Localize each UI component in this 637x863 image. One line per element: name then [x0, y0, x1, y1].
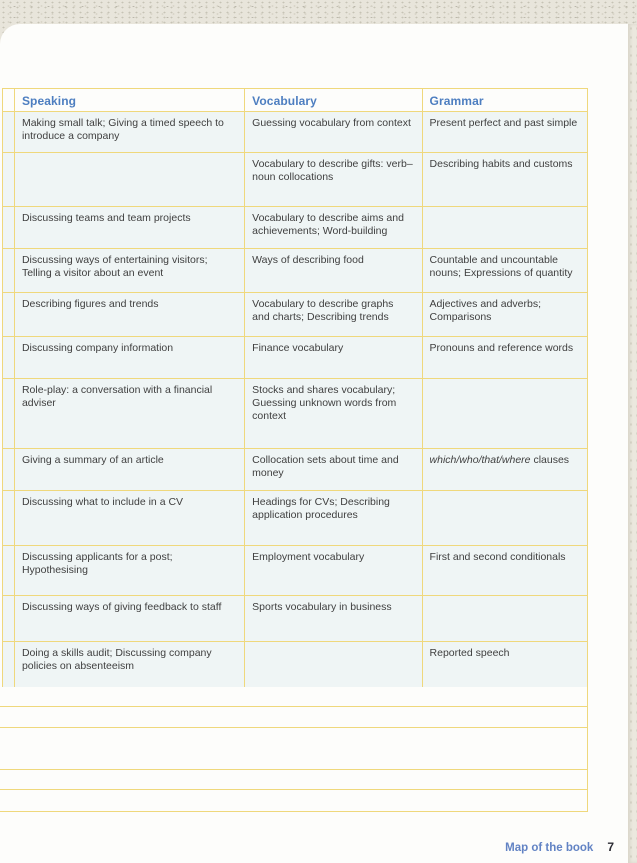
- vocabulary-cell: Employment vocabulary: [244, 546, 421, 595]
- empty-row: [0, 728, 587, 770]
- vocabulary-cell: Vocabulary to describe gifts: verb–noun collocations: [244, 153, 421, 206]
- grammar-cell: Present perfect and past simple: [422, 112, 587, 152]
- vocabulary-cell: Collocation sets about time and money: [244, 449, 421, 490]
- grammar-cell: Reported speech: [422, 642, 587, 687]
- vocabulary-cell: Headings for CVs; Describing application procedures: [244, 491, 421, 545]
- cutoff-column-stub: [3, 337, 14, 378]
- table-row: [3, 337, 587, 379]
- speaking-cell: Giving a summary of an article: [14, 449, 244, 490]
- page-edge-texture: [628, 24, 637, 863]
- speaking-cell: Discussing ways of entertaining visitors; Telling a visitor about an event: [14, 249, 244, 292]
- table-row: [3, 207, 587, 249]
- table-row: [3, 642, 587, 688]
- grammar-cell: First and second conditionals: [422, 546, 587, 595]
- table-row: [3, 249, 587, 293]
- empty-ruled-rows: [0, 687, 588, 812]
- empty-row: [0, 687, 587, 707]
- speaking-cell: [14, 153, 244, 206]
- vocabulary-cell: Ways of describing food: [244, 249, 421, 292]
- vocabulary-cell: Vocabulary to describe graphs and charts; Describing trends: [244, 293, 421, 336]
- grammar-clause-italic: which/who/that/where: [429, 454, 531, 466]
- table-row: [3, 596, 587, 642]
- map-of-the-book-table: [2, 88, 588, 688]
- grammar-cell: Adjectives and adverbs; Comparisons: [422, 293, 587, 336]
- grammar-cell: [422, 596, 587, 641]
- grammar-cell: Pronouns and reference words: [422, 337, 587, 378]
- table-header-row: [3, 89, 587, 112]
- page-footer: [0, 840, 614, 854]
- cutoff-column-stub: [3, 89, 14, 111]
- vocabulary-cell: [244, 642, 421, 687]
- vocabulary-cell: Finance vocabulary: [244, 337, 421, 378]
- column-header-speaking: Speaking: [14, 89, 244, 111]
- cutoff-column-stub: [3, 379, 14, 448]
- speaking-cell: Describing figures and trends: [14, 293, 244, 336]
- table-row: [3, 449, 587, 491]
- vocabulary-cell: Sports vocabulary in business: [244, 596, 421, 641]
- grammar-cell: Countable and uncountable nouns; Expressions of quantity: [422, 249, 587, 292]
- speaking-cell: Discussing teams and team projects: [14, 207, 244, 248]
- table-row: [3, 491, 587, 546]
- grammar-cell: [422, 379, 587, 448]
- vocabulary-cell: Guessing vocabulary from context: [244, 112, 421, 152]
- cutoff-column-stub: [3, 153, 14, 206]
- cutoff-column-stub: [3, 207, 14, 248]
- cutoff-column-stub: [3, 596, 14, 641]
- table-row: [3, 546, 587, 596]
- cutoff-column-stub: [3, 249, 14, 292]
- speaking-cell: Discussing applicants for a post; Hypothesising: [14, 546, 244, 595]
- empty-row: [0, 707, 587, 728]
- table-row: [3, 293, 587, 337]
- grammar-cell: [422, 207, 587, 248]
- vocabulary-cell: Vocabulary to describe aims and achievements; Word-building: [244, 207, 421, 248]
- speaking-cell: Making small talk; Giving a timed speech to introduce a company: [14, 112, 244, 152]
- table-row: [3, 112, 587, 153]
- column-header-vocabulary: Vocabulary: [244, 89, 421, 111]
- empty-row: [0, 770, 587, 790]
- cutoff-column-stub: [3, 449, 14, 490]
- table-row: [3, 379, 587, 449]
- speaking-cell: Doing a skills audit; Discussing company policies on absenteeism: [14, 642, 244, 687]
- cutoff-column-stub: [3, 491, 14, 545]
- page-number: 7: [607, 840, 614, 854]
- column-header-grammar: Grammar: [422, 89, 587, 111]
- footer-section-label: Map of the book: [505, 842, 594, 854]
- cutoff-column-stub: [3, 112, 14, 152]
- grammar-cell: [422, 491, 587, 545]
- vocabulary-cell: Stocks and shares vocabulary; Guessing unknown words from context: [244, 379, 421, 448]
- grammar-cell: Describing habits and customs: [422, 153, 587, 206]
- speaking-cell: Discussing company information: [14, 337, 244, 378]
- cutoff-column-stub: [3, 642, 14, 687]
- cutoff-column-stub: [3, 293, 14, 336]
- speaking-cell: Role-play: a conversation with a financial adviser: [14, 379, 244, 448]
- empty-row: [0, 790, 587, 812]
- speaking-cell: Discussing what to include in a CV: [14, 491, 244, 545]
- grammar-cell: [422, 449, 587, 490]
- table-row: [3, 153, 587, 207]
- speaking-cell: Discussing ways of giving feedback to staff: [14, 596, 244, 641]
- grammar-clause-rest: clauses: [530, 454, 570, 466]
- cutoff-column-stub: [3, 546, 14, 595]
